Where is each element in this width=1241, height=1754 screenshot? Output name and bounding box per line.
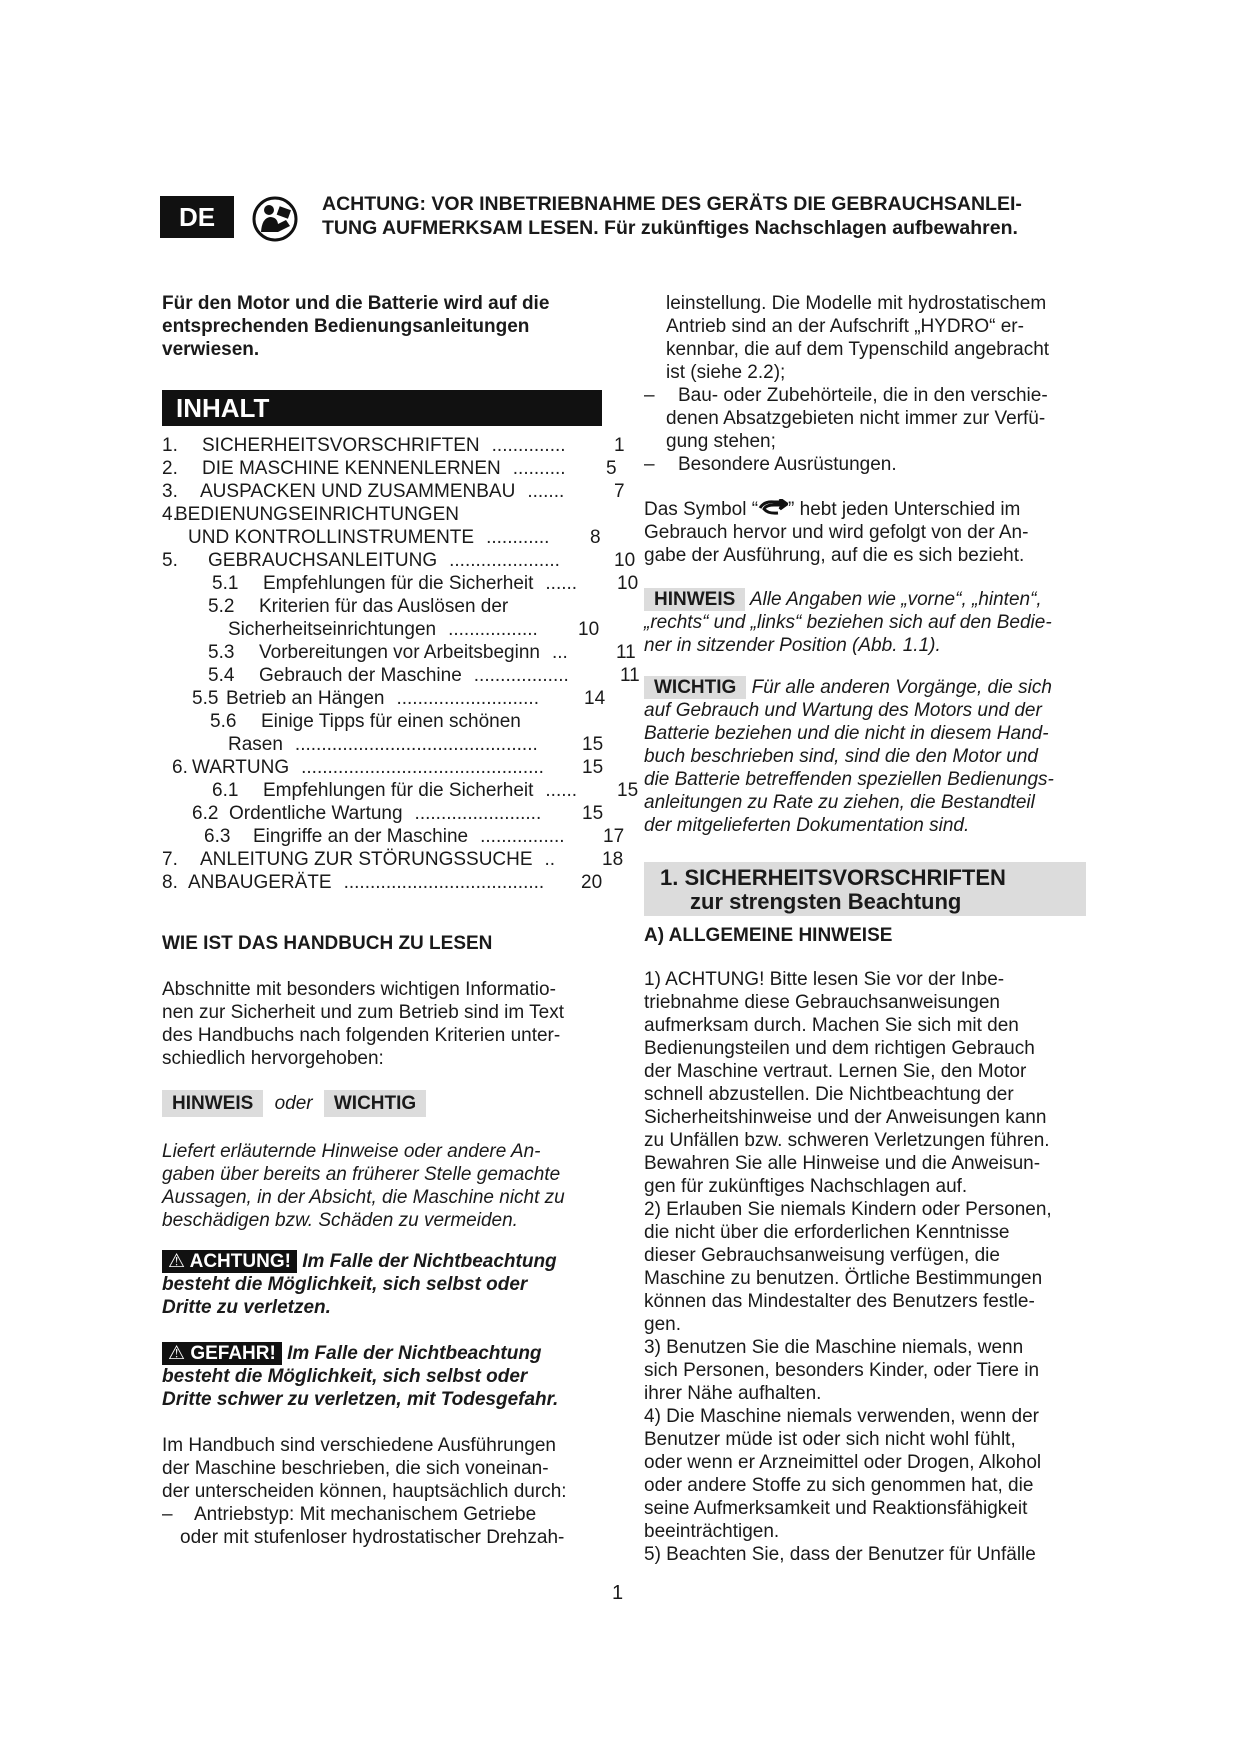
hinweis-tag: HINWEIS [162, 1090, 263, 1117]
toc-entry [162, 733, 622, 756]
subsection-heading: A) ALLGEMEINE HINWEISE [644, 925, 893, 946]
gefahr-label: ⚠ GEFAHR! [162, 1342, 282, 1365]
read-manual-icon [252, 196, 298, 242]
body-line: Bewahren Sie alle Hinweise und die Anweisun- [644, 1153, 1041, 1174]
toc-entry [162, 434, 625, 457]
toc-title: Betrieb an Hängen ........................... [226, 688, 539, 709]
hinweis-note-tag: HINWEIS [644, 588, 745, 611]
toc-title: SICHERHEITSVORSCHRIFTEN .............. [202, 435, 566, 456]
version-symbol-icon [758, 499, 788, 517]
body-line: 3) Benutzen Sie die Maschine niemals, wenn [644, 1337, 1024, 1358]
toc-title: Ordentliche Wartung ........................ [229, 803, 542, 824]
toc-entry [162, 825, 625, 848]
toc-page: 1 [614, 435, 625, 456]
body-line: 1) ACHTUNG! Bitte lesen Sie vor der Inbe- [644, 969, 1005, 990]
body-line: Sicherheitshinweise und der Anweisungen kann [644, 1107, 1047, 1128]
toc-title: WARTUNG .............................................. [192, 757, 544, 778]
toc-entry [162, 756, 622, 779]
toc-title: GEBRAUCHSANLEITUNG ..................... [208, 550, 560, 571]
intro-note: Für den Motor und die Batterie wird auf die entsprechenden Bedienungsanleitungen verwiesen. [162, 293, 550, 360]
toc-number: 7. [162, 849, 178, 870]
symbol-explanation: Das Symbol “ ” hebt jeden Unterschied im Gebrauch hervor und wird gefolgt von der An- gabe der Ausführung, auf die es sich bezieht. [644, 499, 1029, 566]
wichtig-tag: WICHTIG [324, 1090, 426, 1117]
toc-page: 8 [590, 527, 601, 548]
toc-entry [162, 664, 640, 687]
body-line: Bedienungsteilen und dem richtigen Gebrauch [644, 1038, 1035, 1059]
toc-title: ANBAUGERÄTE ...................................... [188, 872, 545, 893]
toc-page: 11 [616, 642, 636, 663]
toc-number: 5.3 [208, 642, 235, 663]
toc-page: 7 [614, 481, 625, 502]
toc-title: Rasen .............................................. [228, 734, 538, 755]
toc-title: INHALT [162, 390, 602, 426]
wichtig-note: WICHTIG Für alle anderen Vorgänge, die sich auf Gebrauch und Wartung des Motors und der Batterie beziehen und die nicht in diesem Hand- buch beschrieben sind, sind die den Motor und die Batterie betreffenden speziellen Bedienungs- anleitungen zu Rate zu ziehen, die Bestandteil der mitgelieferten Dokumentation sind. [644, 677, 1054, 836]
body-line: gen für zukünftiges Nachschlagen auf. [644, 1176, 968, 1197]
toc-page: 17 [603, 826, 625, 847]
toc-number: 8. [162, 872, 178, 893]
body-line: Benutzer müde ist oder sich nicht wohl fühlt, [644, 1429, 1016, 1450]
howto-text: Abschnitte mit besonders wichtigen Informatio- nen zur Sicherheit und zum Betrieb sind im Text des Handbuchs nach folgenden Kriterien unter- schiedlich hervorgehoben: [162, 979, 565, 1069]
body-line: 4) Die Maschine niemals verwenden, wenn der [644, 1406, 1039, 1427]
toc-title: UND KONTROLLINSTRUMENTE ............ [188, 527, 550, 548]
toc-entry [162, 687, 622, 710]
toc-entry [162, 779, 639, 802]
toc-number: 5.6 [210, 711, 237, 732]
toc-page: 14 [584, 688, 606, 709]
toc-number: 5.2 [208, 596, 235, 617]
body-line: schnell abzustellen. Die Nichtbeachtung der [644, 1084, 1014, 1105]
toc-entry [162, 710, 622, 733]
toc-title: Eingriffe an der Maschine ................ [253, 826, 565, 847]
achtung-label: ⚠ ACHTUNG! [162, 1250, 297, 1273]
toc-number: 6.1 [212, 780, 239, 801]
toc-title: Empfehlungen für die Sicherheit ...... [263, 780, 578, 801]
toc-title: Empfehlungen für die Sicherheit ...... [263, 573, 578, 594]
toc-number: 3. [162, 481, 178, 502]
body-line: Maschine zu benutzen. Örtliche Bestimmungen [644, 1268, 1043, 1289]
body-line: gen. [644, 1314, 681, 1335]
toc-number: 4. [162, 504, 178, 525]
tag-legend: HINWEIS oder WICHTIG [162, 1090, 426, 1117]
toc-page: 18 [602, 849, 624, 870]
toc-page: 15 [617, 780, 639, 801]
toc-page: 20 [581, 872, 603, 893]
achtung-note: ⚠ ACHTUNG! Im Falle der Nichtbeachtung besteht die Möglichkeit, sich selbst oder Dritte zu verletzen. [162, 1251, 557, 1318]
toc-title: Vorbereitungen vor Arbeitsbeginn ... [259, 642, 568, 663]
toc-entry [162, 572, 639, 595]
section-heading: 1. SICHERHEITSVORSCHRIFTEN zur strengsten Beachtung [644, 862, 1086, 916]
toc-page: 11 [620, 665, 640, 686]
body-line: 5) Beachten Sie, dass der Benutzer für Unfälle [644, 1544, 1036, 1565]
versions-text: Im Handbuch sind verschiedene Ausführungen der Maschine beschrieben, die sich voneinan- der unterscheiden können, hauptsächlich durch: – Antriebstyp: Mit mechanischem Getriebe oder mit stufenloser hydrostatischer Drehzah- [162, 1435, 567, 1548]
toc-number: 5. [162, 550, 178, 571]
body-line: beeinträchtigen. [644, 1521, 780, 1542]
table-of-contents [162, 434, 640, 894]
body-line: triebnahme diese Gebrauchsanweisungen [644, 992, 1000, 1013]
body-line: oder andere Stoffe zu sich genommen hat, die [644, 1475, 1034, 1496]
body-line: können das Mindestalter des Benutzers festle- [644, 1291, 1035, 1312]
toc-entry [162, 618, 622, 641]
toc-entry [162, 641, 636, 664]
toc-entry [162, 480, 625, 503]
toc-number: 6. [172, 757, 188, 778]
toc-title: ANLEITUNG ZUR STÖRUNGSSUCHE .. [200, 849, 556, 870]
toc-page: 15 [582, 734, 604, 755]
toc-number: 5.1 [212, 573, 239, 594]
toc-title: AUSPACKEN UND ZUSAMMENBAU ....... [200, 481, 565, 502]
toc-number: 5.5 [192, 688, 219, 709]
gefahr-note: ⚠ GEFAHR! Im Falle der Nichtbeachtung besteht die Möglichkeit, sich selbst oder Dritte schwer zu verletzen, mit Todesgefahr. [162, 1343, 559, 1410]
body-line: sich Personen, besonders Kinder, oder Tiere in [644, 1360, 1040, 1381]
toc-title: Kriterien für das Auslösen der [259, 596, 509, 617]
toc-number: 5.4 [208, 665, 235, 686]
hinweis-note: HINWEIS Alle Angaben wie „vorne“, „hinten“, „rechts“ und „links“ beziehen sich auf den Bedie- ner in sitzender Position (Abb. 1.1). [644, 589, 1052, 656]
toc-page: 10 [617, 573, 639, 594]
toc-number: 6.3 [204, 826, 231, 847]
toc-title: Sicherheitseinrichtungen ................. [228, 619, 538, 640]
body-line: die nicht über die erforderlichen Kenntnisse [644, 1222, 1010, 1243]
toc-entry [162, 457, 622, 480]
howto-title: WIE IST DAS HANDBUCH ZU LESEN [162, 933, 493, 954]
toc-number: 6.2 [192, 803, 219, 824]
toc-page: 15 [582, 803, 604, 824]
wichtig-note-tag: WICHTIG [644, 676, 746, 699]
toc-entry [162, 503, 622, 526]
hinweis-description: Liefert erläuternde Hinweise oder andere An- gaben über bereits an früherer Stelle gemachte Aussagen, in der Absicht, die Maschine nicht zu beschädigen bzw. Schäden zu vermeiden. [162, 1141, 565, 1231]
toc-number: 1. [162, 435, 178, 456]
body-line: oder wenn er Arzneimittel oder Drogen, Alkohol [644, 1452, 1042, 1473]
body-line: zu Unfällen bzw. schweren Verletzungen führen. [644, 1130, 1050, 1151]
toc-page: 15 [582, 757, 604, 778]
toc-title: Gebrauch der Maschine .................. [259, 665, 569, 686]
toc-entry [162, 526, 622, 549]
toc-entry [162, 871, 622, 894]
toc-entry [162, 802, 622, 825]
toc-page: 10 [614, 550, 636, 571]
body-line: seine Aufmerksamkeit und Reaktionsfähigkeit [644, 1498, 1028, 1519]
body-line: ihrer Nähe aufhalten. [644, 1383, 822, 1404]
toc-page: 10 [578, 619, 600, 640]
language-badge: DE [160, 196, 234, 238]
page-number: 1 [612, 1582, 624, 1604]
body-line: aufmerksam durch. Machen Sie sich mit den [644, 1015, 1019, 1036]
body-line: dieser Gebrauchsanweisung verfügen, die [644, 1245, 1000, 1266]
safety-body-text [644, 968, 1104, 1566]
toc-entry [162, 595, 622, 618]
body-line: 2) Erlauben Sie niemals Kindern oder Personen, [644, 1199, 1052, 1220]
toc-number: 2. [162, 458, 178, 479]
body-line: der Maschine vertraut. Lernen Sie, den Motor [644, 1061, 1027, 1082]
toc-page: 5 [606, 458, 617, 479]
toc-title: BEDIENUNGSEINRICHTUNGEN [175, 504, 459, 525]
header-warning: ACHTUNG: VOR INBETRIEBNAHME DES GERÄTS DIE GEBRAUCHSANLEI- TUNG AUFMERKSAM LESEN. Für zukünftiges Nachschlagen aufbewahren. [322, 193, 1022, 239]
toc-entry [162, 549, 636, 572]
toc-title: Einige Tipps für einen schönen [261, 711, 521, 732]
toc-title: DIE MASCHINE KENNENLERNEN .......... [202, 458, 566, 479]
toc-entry [162, 848, 622, 871]
versions-continued: leinstellung. Die Modelle mit hydrostatischem Antrieb sind an der Aufschrift „HYDRO“ er- kennbar, die auf dem Typenschild angebracht ist (siehe 2.2); – Bau- oder Zubehörteile, die in den verschie- denen Absatzgebieten nicht immer zur Verfü- gung stehen; – Besondere Ausrüstungen. [644, 293, 1050, 475]
